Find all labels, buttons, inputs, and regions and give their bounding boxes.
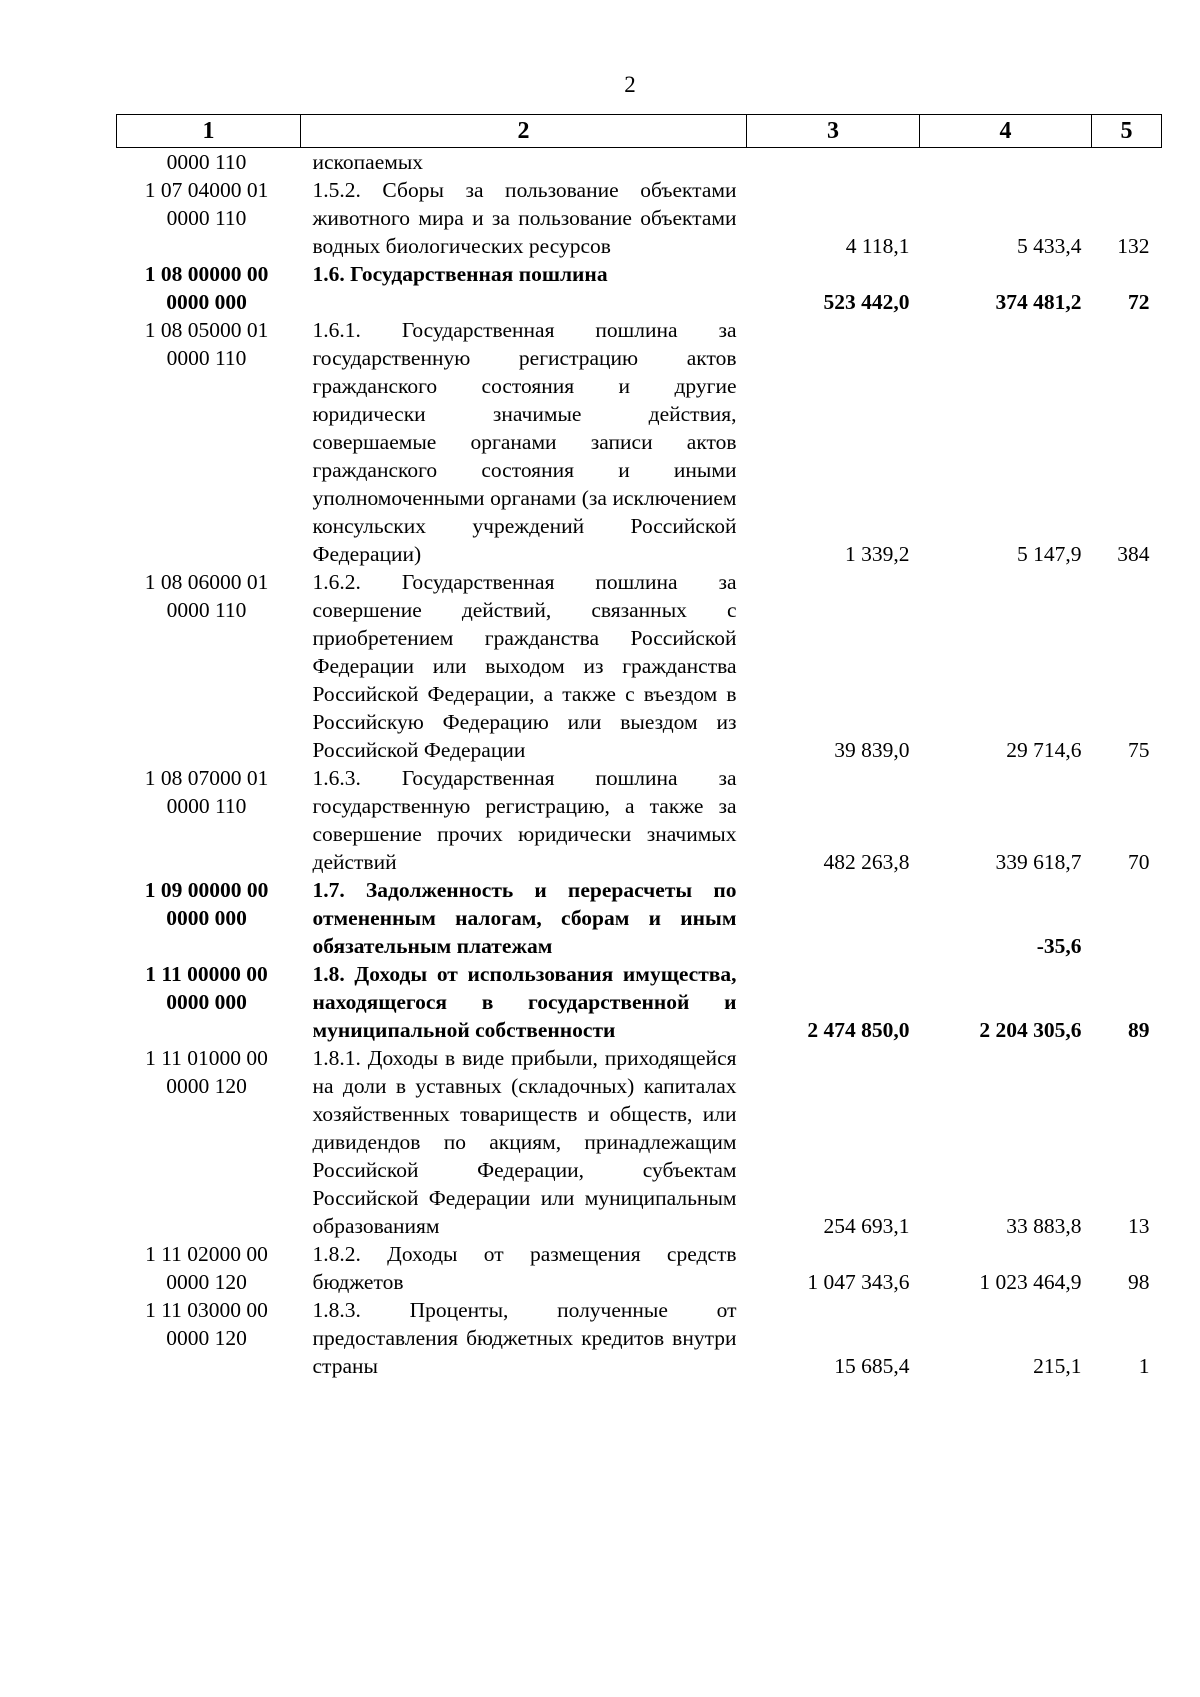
row-value-col5: 384 <box>1117 542 1150 566</box>
row-code: 1 09 00000 00 0000 000 <box>144 878 269 930</box>
table-row <box>117 260 1162 316</box>
row-value-col3: 2 474 850,0 <box>807 1018 910 1042</box>
table-row <box>117 568 1162 764</box>
row-code: 1 08 00000 00 0000 000 <box>144 262 269 314</box>
row-name: 1.6. Государственная пошлина <box>312 262 608 286</box>
row-value-col4: 215,1 <box>1033 1354 1082 1378</box>
row-value-col4: 2 204 305,6 <box>979 1018 1082 1042</box>
row-code: 1 11 02000 00 0000 120 <box>145 1242 268 1294</box>
row-value-col5: 70 <box>1128 850 1150 874</box>
row-name: 1.6.1. Государственная пошлина за государственную регистрацию актов гражданского состояния и другие юридически значимые действия, совершаемые органами записи актов гражданского состояния и иными уполномоченными органами (за исключением консульских учреждений Российской Федерации) <box>312 318 737 566</box>
column-header-4: 4 <box>920 115 1092 148</box>
row-value-col5: 75 <box>1128 738 1150 762</box>
row-value-col4: 1 023 464,9 <box>979 1270 1082 1294</box>
table-row <box>117 876 1162 960</box>
row-value-col4 <box>920 148 1092 177</box>
row-value-col4: 29 714,6 <box>1006 738 1082 762</box>
row-value-col3: 1 339,2 <box>845 542 910 566</box>
row-value-col5: 132 <box>1117 234 1150 258</box>
row-value-col5 <box>1092 148 1162 177</box>
row-code: 0000 110 <box>166 150 247 174</box>
row-name: 1.6.2. Государственная пошлина за совершение действий, связанных с приобретением гражданства Российской Федерации или выходом из гражданства Российской Федерации, а также с въездом в Российскую Федерацию или выездом из Российской Федерации <box>312 570 737 762</box>
row-value-col3 <box>747 876 920 960</box>
row-value-col3: 254 693,1 <box>823 1214 910 1238</box>
row-value-col5: 98 <box>1128 1270 1150 1294</box>
row-value-col5: 13 <box>1128 1214 1150 1238</box>
column-header-3: 3 <box>747 115 920 148</box>
row-name: 1.8.2. Доходы от размещения средств бюджетов <box>312 1242 737 1294</box>
row-code: 1 08 06000 01 0000 110 <box>144 570 269 622</box>
row-name: 1.7. Задолженность и перерасчеты по отмененным налогам, сборам и иным обязательным платежам <box>312 878 737 958</box>
table-row <box>117 960 1162 1044</box>
row-value-col5: 72 <box>1128 290 1150 314</box>
column-header-1: 1 <box>117 115 301 148</box>
row-value-col5 <box>1092 876 1162 960</box>
row-value-col4: 5 433,4 <box>1017 234 1082 258</box>
row-value-col3 <box>747 148 920 177</box>
row-code: 1 07 04000 01 0000 110 <box>144 178 269 230</box>
budget-revenue-table <box>116 114 1162 1380</box>
column-header-5: 5 <box>1092 115 1162 148</box>
column-header-2: 2 <box>301 115 747 148</box>
row-value-col4: 33 883,8 <box>1006 1214 1082 1238</box>
table-row <box>117 1240 1162 1296</box>
row-value-col4: 374 481,2 <box>995 290 1082 314</box>
row-value-col3: 1 047 343,6 <box>807 1270 910 1294</box>
row-value-col4: -35,6 <box>1036 934 1082 958</box>
row-name: 1.8. Доходы от использования имущества, находящегося в государственной и муниципальной собственности <box>312 962 737 1042</box>
table-row <box>117 1044 1162 1240</box>
row-value-col3: 482 263,8 <box>823 850 910 874</box>
row-name: ископаемых <box>312 150 424 174</box>
row-code: 1 11 01000 00 0000 120 <box>145 1046 268 1098</box>
row-value-col3: 15 685,4 <box>834 1354 910 1378</box>
row-value-col5: 89 <box>1128 1018 1150 1042</box>
table-row <box>117 176 1162 260</box>
row-value-col5: 1 <box>1138 1354 1150 1378</box>
row-value-col3: 39 839,0 <box>834 738 910 762</box>
row-code: 1 11 00000 00 0000 000 <box>145 962 268 1014</box>
table-row <box>117 148 1162 177</box>
row-name: 1.8.3. Проценты, полученные от предоставления бюджетных кредитов внутри страны <box>312 1298 737 1378</box>
row-name: 1.8.1. Доходы в виде прибыли, приходящейся на доли в уставных (складочных) капиталах хозяйственных товариществ и обществ, или дивидендов по акциям, принадлежащим Российской Федерации, субъектам Российской Федерации или муниципальным образованиям <box>312 1046 737 1238</box>
row-code: 1 08 05000 01 0000 110 <box>144 318 269 370</box>
row-name: 1.5.2. Сборы за пользование объектами животного мира и за пользование объектами водных биологических ресурсов <box>312 178 737 258</box>
page-number: 2 <box>624 72 636 97</box>
row-value-col4: 5 147,9 <box>1017 542 1082 566</box>
row-value-col3: 4 118,1 <box>845 234 910 258</box>
row-value-col4: 339 618,7 <box>995 850 1082 874</box>
row-name: 1.6.3. Государственная пошлина за государственную регистрацию, а также за совершение прочих юридически значимых действий <box>312 766 737 874</box>
row-code: 1 08 07000 01 0000 110 <box>144 766 269 818</box>
table-row <box>117 764 1162 876</box>
row-code: 1 11 03000 00 0000 120 <box>145 1298 268 1350</box>
table-row <box>117 316 1162 568</box>
row-value-col3: 523 442,0 <box>823 290 910 314</box>
table-row <box>117 1296 1162 1380</box>
column-number-header-row <box>117 115 1162 148</box>
